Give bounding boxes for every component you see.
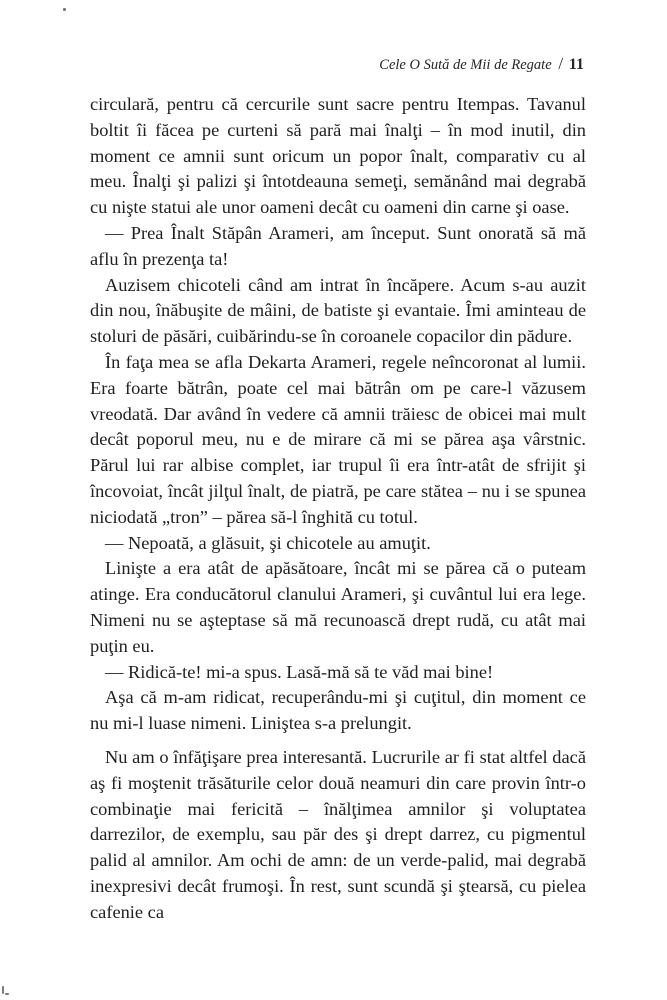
scan-speck	[2, 986, 4, 994]
body-text	[90, 92, 586, 926]
scan-speck	[63, 8, 66, 11]
paragraph: — Ridică-te! mi-a spus. Lasă-mă să te văd mai bine!	[105, 661, 494, 682]
scan-speck	[5, 993, 9, 995]
paragraph: circulară, pentru că cercurile sunt sacre pentru Itempas. Tavanul boltit îi făcea pe curteni să pară mai înalţi – în mod inutil, din moment ce amnii sunt oricum un popor înalt, comparativ cu al meu. Înalţi şi palizi şi întotdeauna semeţi, semănând mai degrabă cu nişte statui ale unor oameni decât cu oameni din carne şi oase.	[90, 94, 586, 218]
book-title: Cele O Sută de Mii de Regate	[379, 57, 552, 73]
paragraph: Nu am o înfăţişare prea interesantă. Lucrurile ar fi stat altfel dacă aş fi moştenit trăsăturile celor două neamuri din care provin într-o combinaţie mai fericită – înălţimea amnilor şi voluptatea darrezilor, de exemplu, sau păr des şi drept darrez, cu pigmentul palid al amnilor. Am ochi de amn: de un verde-palid, mai degrabă inexpresivi decât frumoşi. În rest, sunt scundă şi ştearsă, cu pielea cafenie ca	[90, 746, 586, 922]
paragraph: — Nepoată, a glăsuit, şi chicotele au amuţit.	[105, 532, 431, 553]
paragraph: În faţa mea se afla Dekarta Arameri, regele neîncoronat al lumii. Era foarte bătrân, poate cel mai bătrân om pe care-l văzusem vreodată. Dar având în vedere că amnii trăiesc de obicei mai mult decât poporul meu, nu e de mirare că mi se părea aşa vârstnic. Părul lui rar albise complet, iar trupul îi era într-atât de sfrijit şi încovoiat, încât jilţul înalt, de piatră, pe care stătea – nu i se spunea niciodată „tron” – părea să-l înghită cu totul.	[90, 351, 586, 527]
paragraph: — Prea Înalt Stăpân Arameri, am început. Sunt onorată să mă aflu în prezenţa ta!	[90, 222, 586, 269]
page-number: 11	[568, 56, 584, 73]
paragraph: Auzisem chicoteli când am intrat în încăpere. Acum s-au auzit din nou, înăbuşite de mâini, de batiste şi evantaie. Îmi aminteau de stoluri de păsări, cuibărindu-se în coroanele copacilor din pădure.	[90, 274, 586, 347]
running-header	[379, 54, 584, 74]
paragraph: Aşa că m-am ridicat, recuperându-mi şi cuţitul, din moment ce nu mi-l luase nimeni. Liniştea s-a prelungit.	[90, 687, 586, 734]
header-separator: /	[558, 54, 564, 73]
paragraph: Linişte a era atât de apăsătoare, încât mi se părea că o puteam atinge. Era conducătorul clanului Arameri, şi cuvântul lui era lege. Nimeni nu se aşteptase să mă recunoască drept rudă, cu atât mai puţin eu.	[90, 558, 586, 656]
